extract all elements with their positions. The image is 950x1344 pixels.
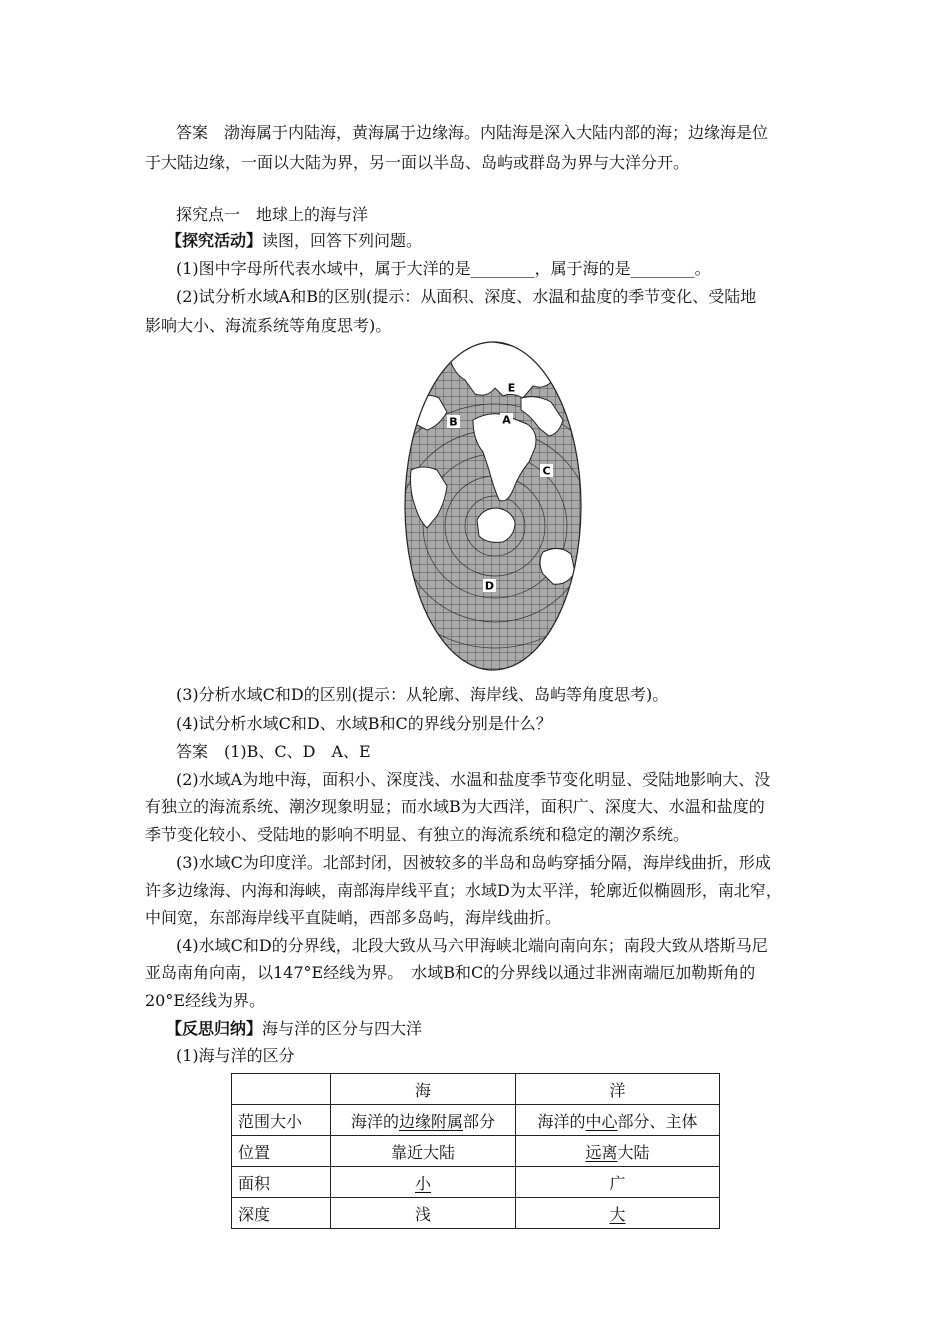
answer-4-line-3: 20°E经线为界。 (145, 991, 266, 1010)
ocean-cell: 大 (516, 1198, 720, 1229)
answer-4-line-1: (4)水域C和D的分界线，北段大致从马六甲海峡北端向南向东；南段大致从塔斯马尼 (176, 936, 768, 955)
answer-3-line-2: 许多边缘海、内海和海峡，南部海岸线平直；水域D为太平洋，轮廓近似椭圆形，南北窄， (145, 881, 782, 900)
sea-cell: 小 (331, 1167, 516, 1198)
activity-text: 读图，回答下列问题。 (262, 231, 423, 250)
table-row (232, 1136, 720, 1167)
summary-text: 海与洋的区分与四大洋 (262, 1019, 423, 1038)
svg-text:D: D (484, 579, 495, 593)
sea-ocean-table (231, 1073, 720, 1229)
question-2-line-2: 影响大小、海流系统等角度思考)。 (145, 316, 392, 335)
question-4: (4)试分析水域C和D、水域B和C的界线分别是什么？ (176, 714, 552, 733)
table-row (232, 1198, 720, 1229)
row-label: 范围大小 (232, 1105, 331, 1136)
answer-3-line-1: (3)水域C为印度洋。北部封闭，因被较多的半岛和岛屿穿插分隔，海岸线曲折，形成 (176, 853, 771, 872)
map-label-b (447, 415, 460, 429)
sea-cell: 靠近大陆 (331, 1136, 516, 1167)
summary-tag: 【反思归纳】 (166, 1019, 263, 1038)
map-label-c (540, 464, 553, 478)
answer-3-line-3: 中间宽，东部海岸线平直陡峭，西部多岛屿，海岸线曲折。 (145, 908, 562, 927)
section-title: 探究点一 地球上的海与洋 (176, 205, 369, 224)
question-2-line-1: (2)试分析水域A和B的区别(提示：从面积、深度、水温和盐度的季节变化、受陆地 (176, 287, 757, 306)
answer-1: 答案 (1)B、C、D A、E (176, 742, 371, 761)
activity-line (166, 231, 422, 251)
svg-text:A: A (502, 413, 511, 427)
sea-cell: 海洋的边缘附属部分 (331, 1105, 516, 1136)
svg-text:C: C (542, 464, 551, 478)
row-label: 面积 (232, 1167, 331, 1198)
row-label: 深度 (232, 1198, 331, 1229)
table-header-sea: 海 (331, 1074, 516, 1105)
table-header-row (232, 1074, 720, 1105)
ocean-cell: 广 (516, 1167, 720, 1198)
answer-4-line-2: 亚岛南角向南，以147°E经线为界。 水域B和C的分界线以通过非洲南端厄加勒斯角的 (145, 963, 756, 982)
map-label-d (483, 579, 496, 593)
row-label: 位置 (232, 1136, 331, 1167)
ocean-cell: 远离大陆 (516, 1136, 720, 1167)
svg-text:B: B (449, 415, 458, 429)
answer-2-line-1: (2)水域A为地中海，面积小、深度浅、水温和盐度季节变化明显、受陆地影响大、没 (176, 770, 771, 789)
table-header-ocean: 洋 (516, 1074, 720, 1105)
answer-2-line-3: 季节变化较小、受陆地的影响不明显、有独立的海流系统和稳定的潮汐系统。 (145, 825, 690, 844)
summary-line (166, 1019, 422, 1039)
summary-sub: (1)海与洋的区分 (176, 1046, 295, 1065)
activity-tag: 【探究活动】 (166, 231, 263, 250)
answer-2-line-2: 有独立的海流系统、潮汐现象明显；而水域B为大西洋，面积广、深度大、水温和盐度的 (145, 797, 765, 816)
ocean-projection-map (403, 340, 583, 672)
table-header-cell (232, 1074, 331, 1105)
table-row (232, 1167, 720, 1198)
map-label-a (500, 413, 513, 427)
question-3: (3)分析水域C和D的区别(提示：从轮廓、海岸线、岛屿等角度思考)。 (176, 685, 669, 704)
intro-line-2: 于大陆边缘，一面以大陆为界，另一面以半岛、岛屿或群岛为界与大洋分开。 (145, 153, 690, 172)
svg-text:E: E (507, 381, 516, 395)
question-1: (1)图中字母所代表水域中，属于大洋的是________，属于海的是________。 (176, 259, 711, 278)
intro-line-1: 答案 渤海属于内陆海，黄海属于边缘海。内陆海是深入大陆内部的海；边缘海是位 (176, 123, 769, 142)
map-label-e (505, 381, 518, 395)
ocean-cell: 海洋的中心部分、主体 (516, 1105, 720, 1136)
table-row (232, 1105, 720, 1136)
sea-cell: 浅 (331, 1198, 516, 1229)
